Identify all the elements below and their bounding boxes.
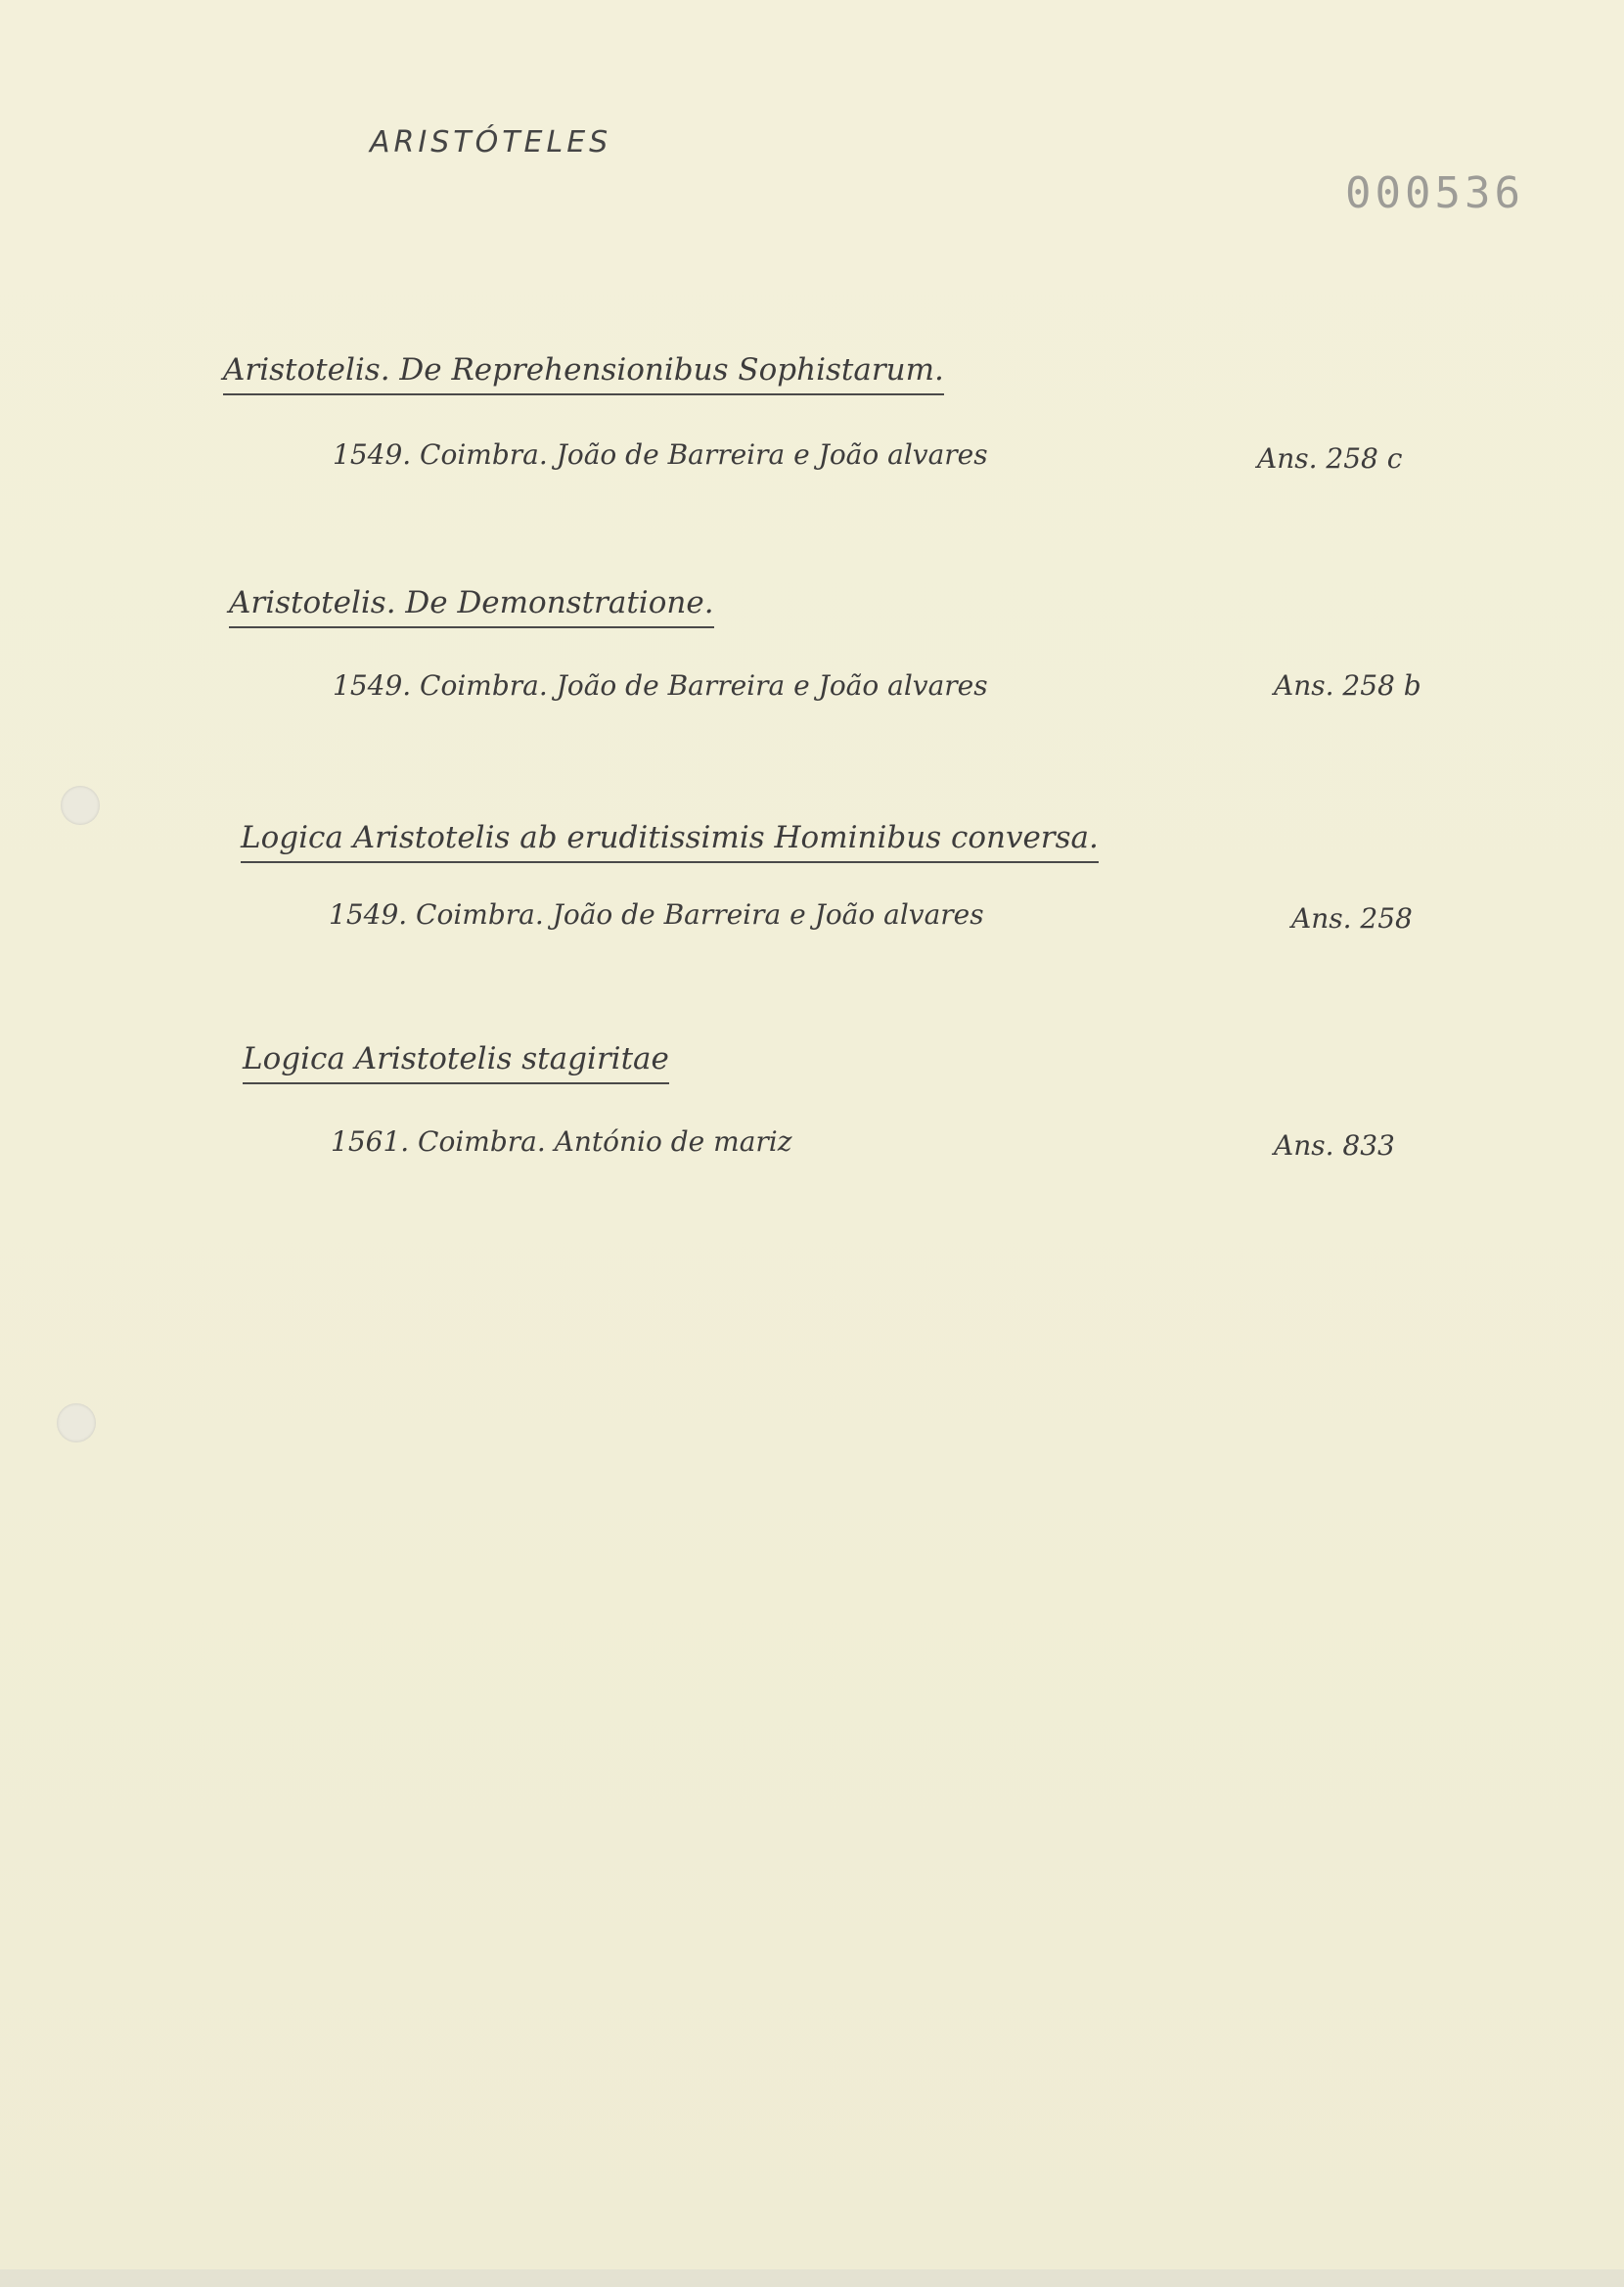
- entry-shelfmark: Ans. 833: [1274, 1129, 1395, 1162]
- entry-title: Aristotelis. De Demonstratione.: [229, 585, 714, 628]
- entry-title: Logica Aristotelis stagiritae: [243, 1041, 669, 1084]
- entry-details: 1549. Coimbra. João de Barreira e João alvares: [333, 438, 988, 471]
- entry-title: Aristotelis. De Reprehensionibus Sophistarum.: [223, 352, 944, 395]
- punch-hole-upper: [61, 786, 100, 825]
- entry-shelfmark: Ans. 258: [1291, 902, 1413, 935]
- catalog-number-stamp: 000536: [1345, 168, 1524, 218]
- card-heading: ARISTÓTELES: [370, 125, 612, 160]
- entry-shelfmark: Ans. 258 b: [1274, 669, 1421, 702]
- entry-details: 1549. Coimbra. João de Barreira e João alvares: [329, 898, 984, 931]
- entry-title: Logica Aristotelis ab eruditissimis Hominibus conversa.: [241, 820, 1099, 863]
- entry-details: 1549. Coimbra. João de Barreira e João alvares: [333, 669, 988, 702]
- entry-details: 1561. Coimbra. António de mariz: [331, 1125, 792, 1158]
- punch-hole-lower: [57, 1403, 96, 1442]
- entry-shelfmark: Ans. 258 c: [1257, 442, 1403, 475]
- scan-edge-strip: [0, 2269, 1624, 2287]
